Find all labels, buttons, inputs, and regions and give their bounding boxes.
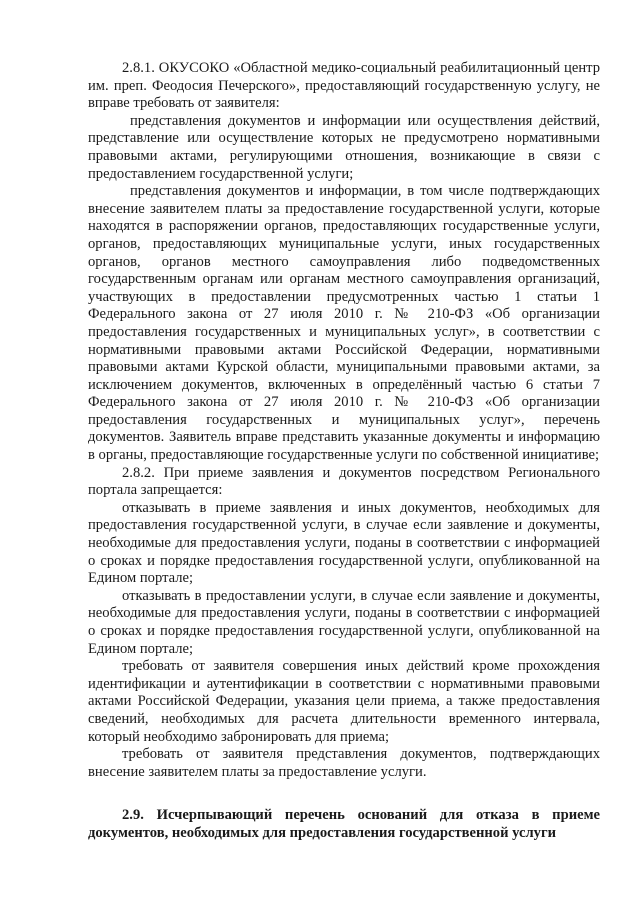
paragraph-item-3: отказывать в приеме заявления и иных документов, необходимых для предоставления государственной услуги, в случае если заявление и документы, необходимые для предоставления услуги, поданы в соответствии с информацией о сроках и порядке предоставления государственной услуги, опубликованной на Едином портале; [88, 499, 600, 587]
paragraph-item-1: представления документов и информации или осуществления действий, представление или осуществление которых не предусмотрено нормативными правовыми актами, регулирующими отношения, возникающие в связи с предоставлением государственной услуги; [88, 112, 600, 182]
section-gap [88, 781, 600, 807]
document-page [88, 60, 600, 843]
paragraph-item-4: отказывать в предоставлении услуги, в случае если заявление и документы, необходимые для предоставления услуги, поданы в соответствии с информацией о сроках и порядке предоставления государственной услуги, опубликованной на Едином портале; [88, 587, 600, 657]
paragraph-item-6: требовать от заявителя представления документов, подтверждающих внесение заявителем платы за предоставление услуги. [88, 746, 600, 780]
paragraph-2-8-1: 2.8.1. ОКУСОКО «Областной медико-социальный реабилитационный центр им. преп. Феодосия Печерского», предоставляющий государственную услугу, не вправе требовать от заявителя: [88, 60, 600, 112]
paragraph-item-5: требовать от заявителя совершения иных действий кроме прохождения идентификации и аутентификации в соответствии с нормативными правовыми актами Российской Федерации, указания цели приема, а также предоставления сведений, необходимых для расчета длительности временного интервала, который необходимо забронировать для приема; [88, 658, 600, 745]
paragraph-item-2: представления документов и информации, в том числе подтверждающих внесение заявителем платы за предоставление государственной услуги, которые находятся в распоряжении органов, предоставляющих государственные услуги, органов, предоставляющих муниципальные услуги, иных государственных органов, органов местного самоуправления либо подведомственных государственным органам или органам местного самоуправления организаций, участвующих в предоставлении предусмотренных частью 1 статьи 1 Федерального закона от 27 июля 2010 г. № 210-ФЗ «Об организации предоставления государственных и муниципальных услуг», в соответствии с нормативными правовыми актами Российской Федерации, нормативными правовыми актами Курской области, муниципальными правовыми актами, за исключением документов, включенных в определённый частью 6 статьи 7 Федерального закона от 27 июля 2010 г. № 210-ФЗ «Об организации предоставления государственных и муниципальных услуг», перечень документов. Заявитель вправе представить указанные документы и информацию в органы, предоставляющие государственные услуги по собственной инициативе; [88, 183, 600, 464]
paragraph-2-8-2: 2.8.2. При приеме заявления и документов посредством Регионального портала запрещается: [88, 464, 600, 499]
section-heading-2-9: 2.9. Исчерпывающий перечень оснований для отказа в приеме документов, необходимых для предоставления государственной услуги [88, 807, 600, 841]
